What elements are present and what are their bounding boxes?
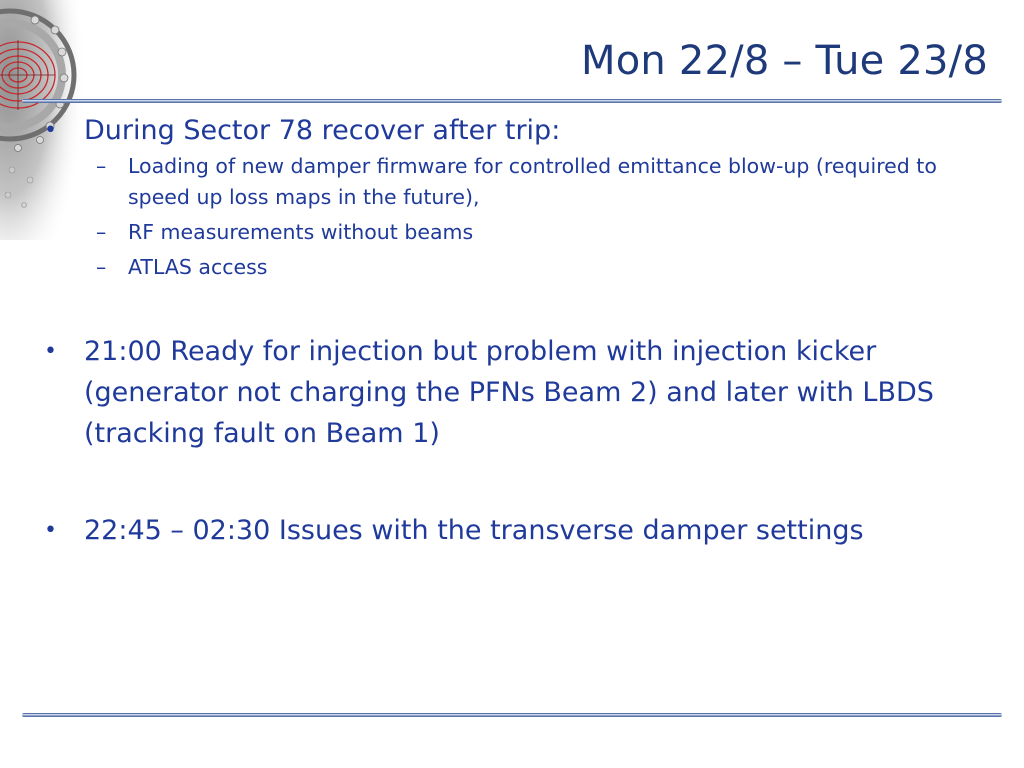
sub-bullet-marker: – (96, 220, 107, 244)
sub-bullet-atlas-access (40, 252, 990, 283)
sub-bullet-text: RF measurements without beams (128, 220, 474, 244)
sub-bullet-text: ATLAS access (128, 255, 268, 279)
sub-bullet-marker: – (96, 255, 107, 279)
bullet-marker: • (44, 339, 57, 364)
footer-divider (22, 710, 1002, 720)
sub-bullet-marker: – (96, 154, 107, 178)
bullet-text: 21:00 Ready for injection but problem with injection kicker (generator not charging the PFNs Beam 2) and later with LBDS (tracking fault on Beam 1) (84, 336, 934, 449)
bullet-marker: • (44, 518, 57, 543)
bullet-marker: • (44, 118, 57, 143)
bullet-damper-settings (40, 510, 990, 551)
slide-body (40, 110, 990, 551)
sub-bullet-rf-measurements (40, 217, 990, 248)
bullet-injection-problem (40, 331, 990, 454)
bullet-sector-78 (40, 110, 990, 151)
bullet-text: During Sector 78 recover after trip: (84, 115, 561, 146)
sub-bullet-text: Loading of new damper firmware for controlled emittance blow-up (required to speed up loss maps in the future), (128, 154, 937, 209)
bullet-text: 22:45 – 02:30 Issues with the transverse damper settings (84, 515, 864, 546)
sub-bullet-damper-firmware (40, 151, 990, 213)
title-divider (22, 96, 1002, 106)
slide-title: Mon 22/8 – Tue 23/8 (581, 38, 988, 84)
